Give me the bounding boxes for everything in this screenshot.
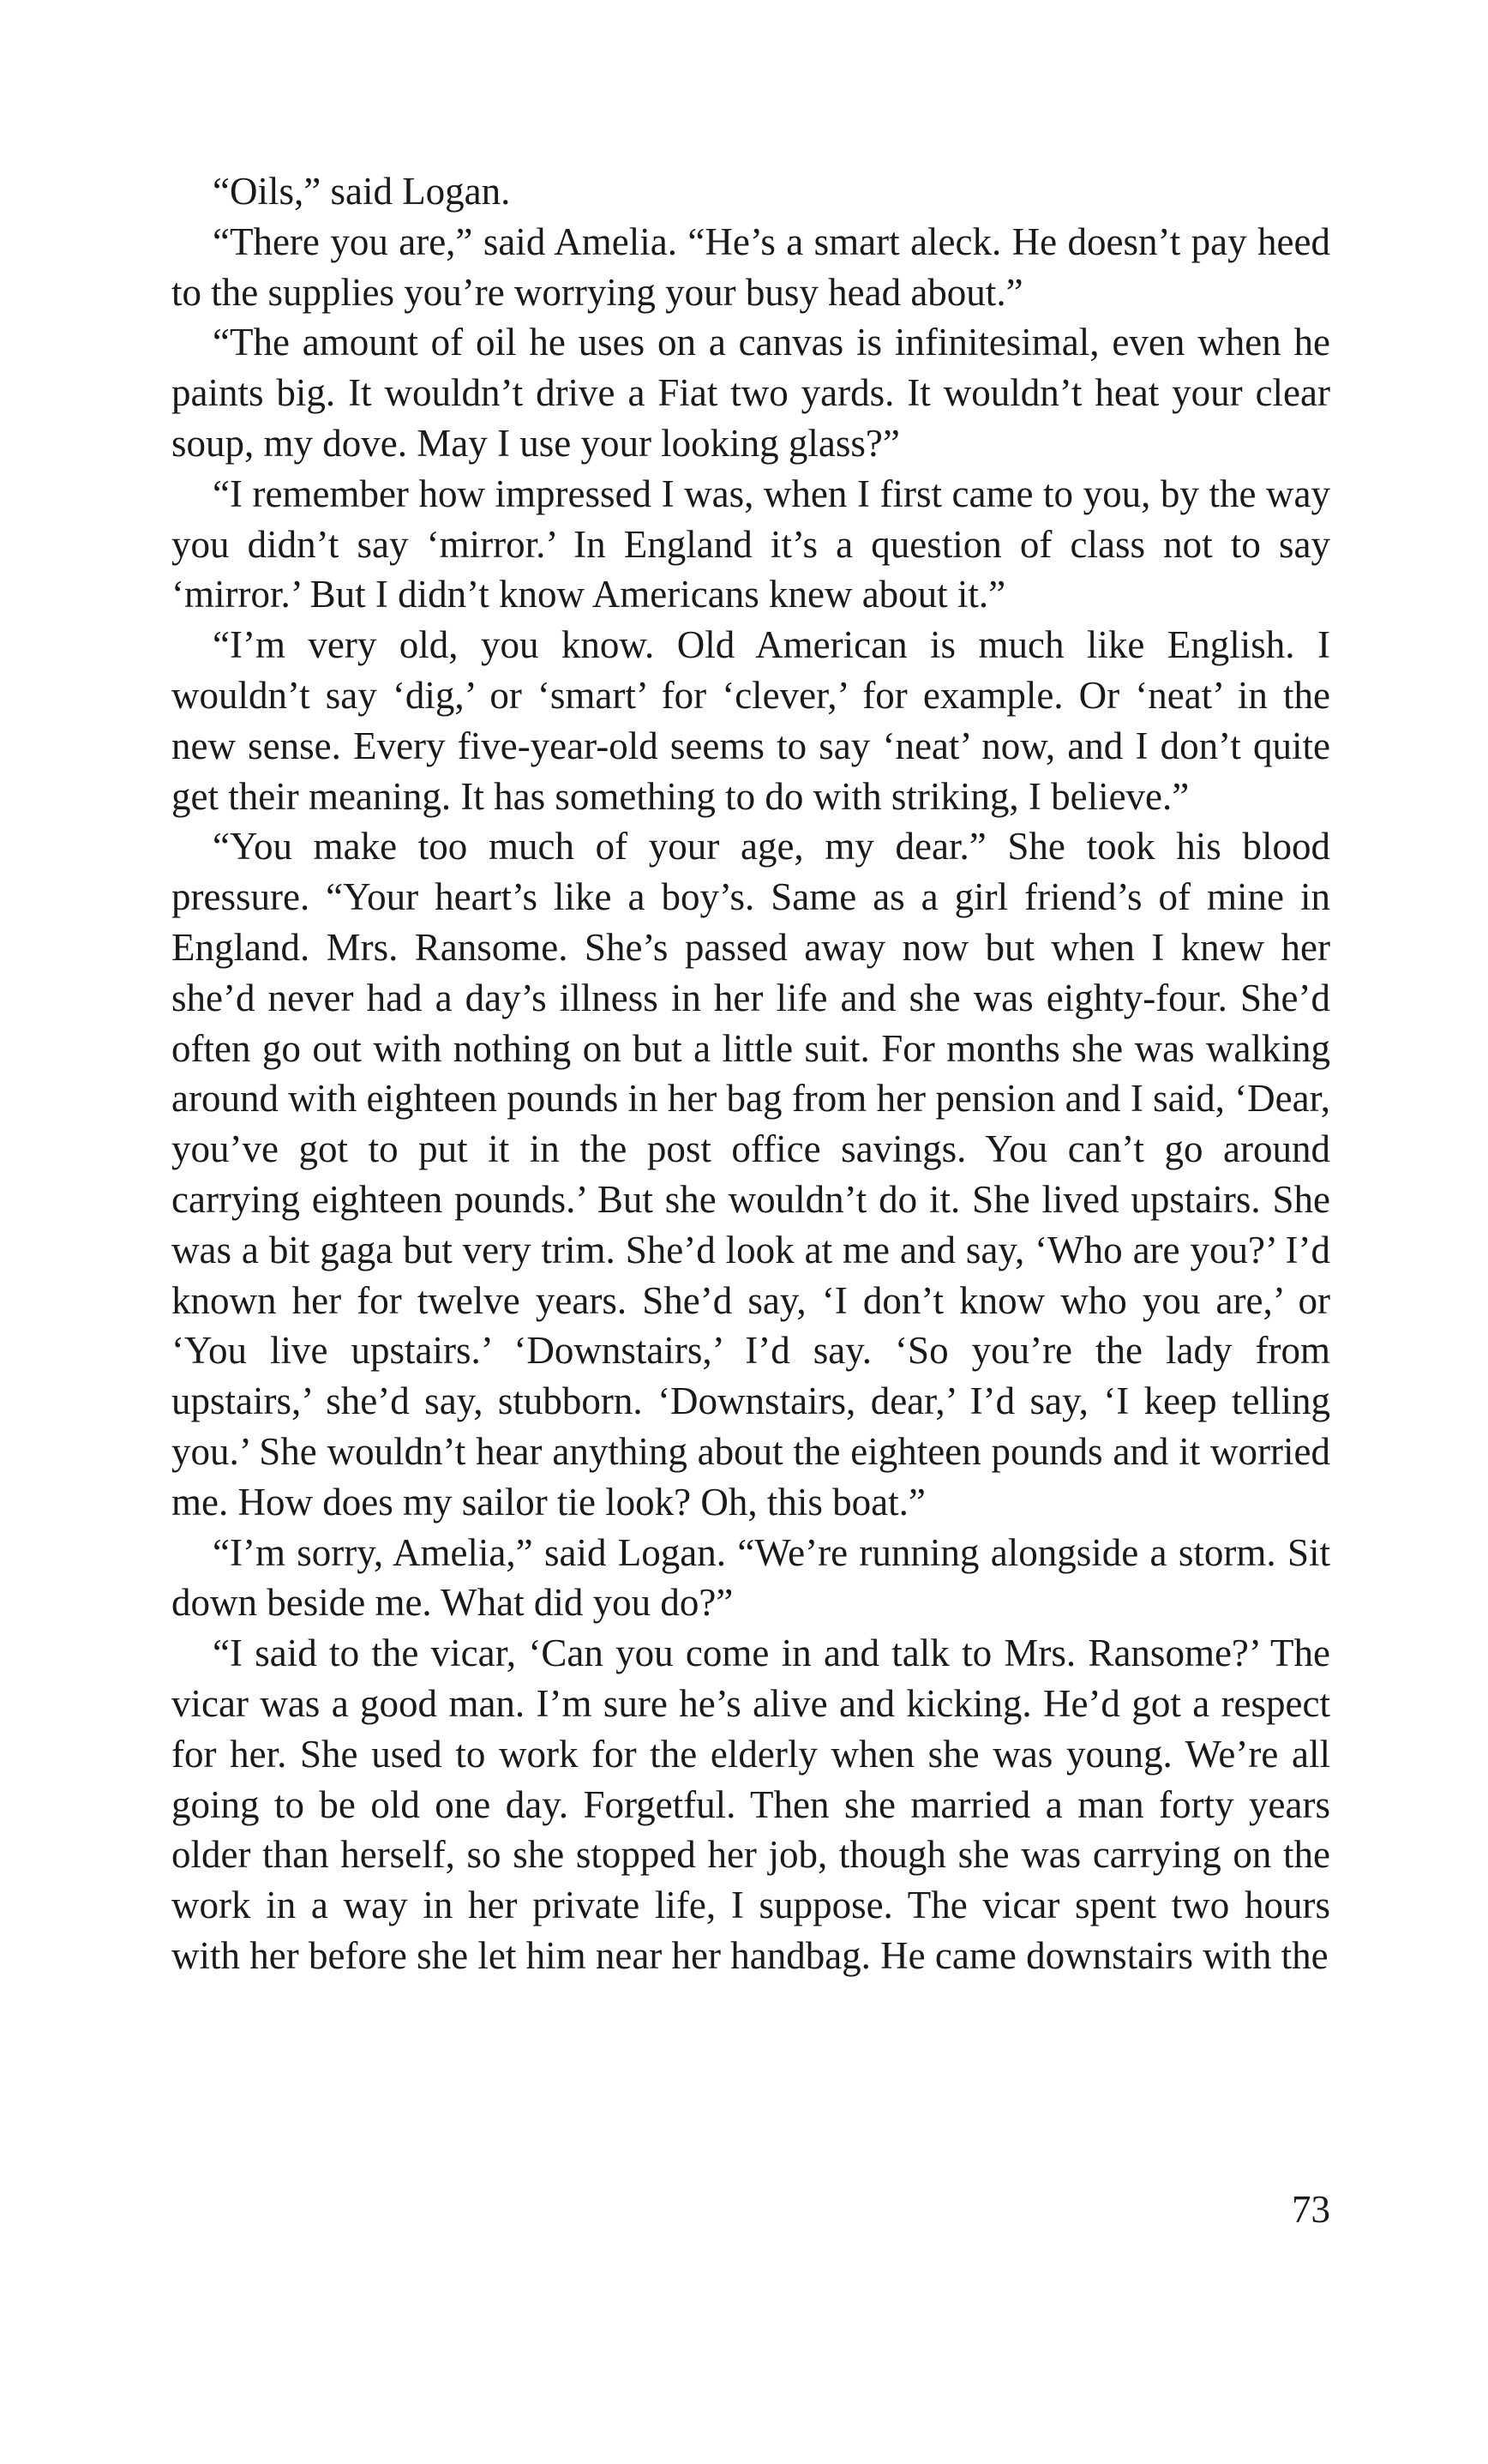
body-text — [171, 166, 1330, 1981]
page-number: 73 — [1292, 2188, 1330, 2231]
paragraph: “The amount of oil he uses on a canvas is infinitesimal, even when he paints big. It wouldn’t drive a Fiat two yards. It wouldn’t heat your clear soup, my dove. May I use your looking glass?” — [171, 321, 1330, 465]
paragraph: “I said to the vicar, ‘Can you come in and talk to Mrs. Ransome?’ The vicar was a good man. I’m sure he’s alive and kicking. He’d got a respect for her. She used to work for the elderly when she was young. We’re all going to be old one day. Forgetful. Then she married a man forty years older than herself, so she stopped her job, though she was carrying on the work in a way in her private life, I suppose. The vicar spent two hours with her before she let him near her handbag. He came downstairs with the — [171, 1632, 1330, 1977]
paragraph: “I’m very old, you know. Old American is much like English. I wouldn’t say ‘dig,’ or ‘smart’ for ‘clever,’ for example. Or ‘neat’ in the new sense. Every five-year-old seems to say ‘neat’ now, and I don’t quite get their meaning. It has something to do with striking, I believe.” — [171, 623, 1330, 818]
paragraph: “I’m sorry, Amelia,” said Logan. “We’re running alongside a storm. Sit down beside me. What did you do?” — [171, 1530, 1330, 1625]
paragraph: “There you are,” said Amelia. “He’s a smart aleck. He doesn’t pay heed to the supplies you’re worrying your busy head about.” — [171, 219, 1330, 314]
paragraph: “Oils,” said Logan. — [213, 170, 511, 213]
paragraph: “I remember how impressed I was, when I first came to you, by the way you didn’t say ‘mirror.’ In England it’s a question of class not to say ‘mirror.’ But I didn’t know Americans knew about it.” — [171, 472, 1330, 616]
paragraph: “You make too much of your age, my dear.” She took his blood pressure. “Your heart’s like a boy’s. Same as a girl friend’s of mine in England. Mrs. Ransome. She’s passed away now but when I knew her she’d never had a day’s illness in her life and she was eighty-four. She’d often go out with nothing on but a little suit. For months she was walking around with eighteen pounds in her bag from her pension and I said, ‘Dear, you’ve got to put it in the post office savings. You can’t go around carrying eighteen pounds.’ But she wouldn’t do it. She lived upstairs. She was a bit gaga but very trim. She’d look at me and say, ‘Who are you?’ I’d known her for twelve years. She’d say, ‘I don’t know who you are,’ or ‘You live upstairs.’ ‘Downstairs,’ I’d say. ‘So you’re the lady from upstairs,’ she’d say, stubborn. ‘Downstairs, dear,’ I’d say, ‘I keep telling you.’ She wouldn’t hear anything about the eighteen pounds and it worried me. How does my sailor tie look? Oh, this boat.” — [171, 825, 1330, 1523]
